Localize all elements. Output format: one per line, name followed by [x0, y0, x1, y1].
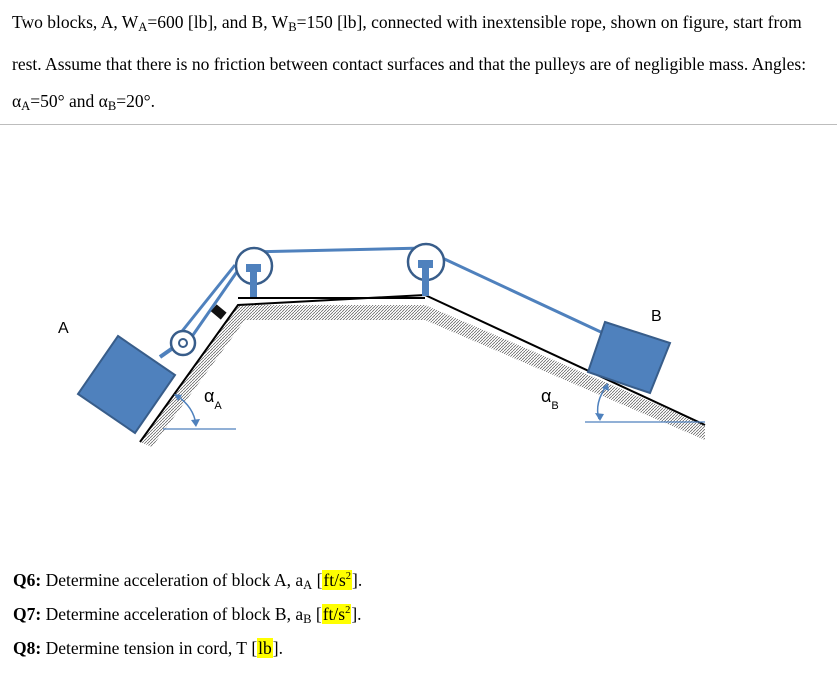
unit-highlight: lb	[258, 637, 272, 658]
alpha-a-symbol: α	[12, 91, 22, 112]
question-q8: Q8: Determine tension in cord, T [lb].	[13, 637, 283, 658]
wa-subscript: A	[138, 20, 148, 35]
pulley-left	[236, 248, 272, 297]
question-q7: Q7: Determine acceleration of block B, $a_B$ $[ft/s^2]$.	[13, 603, 362, 626]
alpha-b-symbol: α	[98, 91, 108, 112]
wb-subscript: B	[288, 20, 297, 35]
block-b-label: B	[651, 308, 662, 325]
question-q6: Q6: Determine acceleration of block A, $a_A$ $[ft/s^2]$.	[13, 569, 363, 592]
unit-highlight: $ft/s^2$	[322, 603, 351, 624]
angle-b-label: $\alpha_B$	[541, 386, 559, 412]
problem-statement: Two blocks, A, $W_A=600$ [lb], and B, $W_B=150$ [lb], connected with inextensible rope, shown on figure, start from rest. Assume that there is no friction between contact surfaces and that the pulleys are of negligible mass. Angles: $\alpha_A=50^\circ$ and $\alpha_B=20^\circ$.	[12, 12, 807, 114]
pulley-right	[408, 244, 444, 296]
questions-list	[13, 560, 813, 662]
unit-highlight: $ft/s^2$	[323, 569, 352, 590]
pulley-figure	[0, 125, 837, 465]
angle-a-label: $\alpha_A$	[204, 386, 222, 412]
pulley-a-small	[160, 331, 195, 357]
block-a-label: A	[58, 320, 69, 337]
